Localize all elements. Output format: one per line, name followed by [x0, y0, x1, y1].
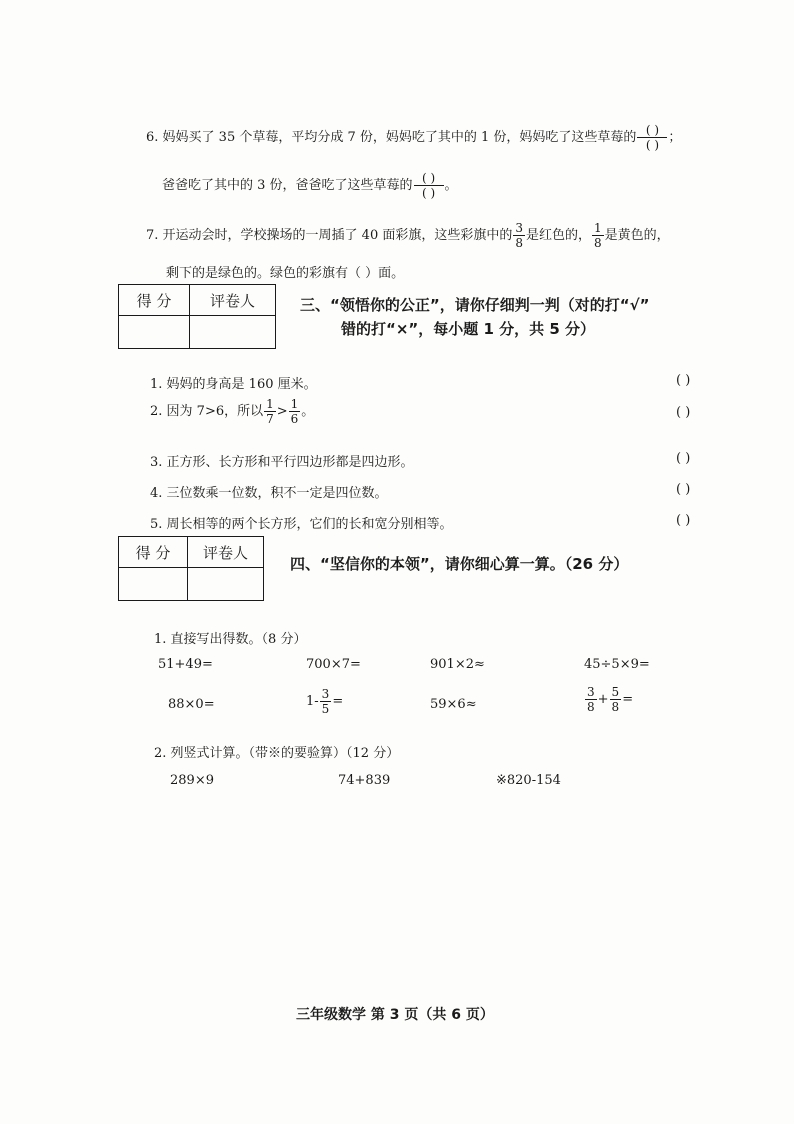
- answer-paren-5[interactable]: ( ): [676, 513, 691, 528]
- calc-3: 901×2≈: [430, 657, 485, 672]
- fraction: $\frac{3}{8}$: [587, 685, 595, 714]
- grader-label: 评卷人: [190, 285, 276, 316]
- fraction: $\frac{1}{6}$: [290, 397, 299, 426]
- answer-paren-4[interactable]: ( ): [676, 482, 691, 497]
- fraction: $\frac{3}{5}$: [321, 687, 330, 716]
- answer-paren-3[interactable]: ( ): [676, 451, 691, 466]
- judge-item-2: 2. 因为 7>6，所以 $\frac{1}{7}$ > $\frac{1}{6}$ 。: [150, 397, 315, 426]
- score-box: [118, 284, 276, 349]
- q6-line2: 爸爸吃了其中的 3 份，爸爸吃了这些草莓的 $\frac{( )}{( )}$ 。: [162, 171, 458, 200]
- page-footer: 三年级数学 第 3 页（共 6 页）: [296, 1007, 494, 1023]
- calc-5: 88×0=: [168, 697, 215, 712]
- grader-cell[interactable]: [188, 568, 264, 601]
- section3-title-line2: 错的打“×”，每小题 1 分，共 5 分）: [341, 320, 596, 338]
- answer-paren-2[interactable]: ( ): [676, 405, 691, 420]
- q7-line1: 7. 开运动会时，学校操场的一周插了 40 面彩旗，这些彩旗中的 $\frac{3}{8}$ 是红色的， $\frac{1}{8}$ 是黄色的，: [146, 221, 670, 250]
- judge-item-4: 4. 三位数乘一位数，积不一定是四位数。: [150, 486, 388, 501]
- calc-2: 700×7=: [306, 657, 361, 672]
- fraction: $\frac{5}{8}$: [611, 685, 620, 714]
- calc-7: 59×6≈: [430, 697, 477, 712]
- calc-8: $\frac{3}{8}$ + $\frac{5}{8}$ =: [587, 685, 634, 714]
- grader-cell[interactable]: [190, 316, 276, 349]
- fraction: $\frac{1}{8}$: [594, 221, 602, 250]
- score-label: 得 分: [119, 285, 190, 316]
- section4-sub1: 1. 直接写出得数。（8 分）: [154, 632, 307, 647]
- judge-item-5: 5. 周长相等的两个长方形，它们的长和宽分别相等。: [150, 517, 453, 532]
- answer-blank-fraction[interactable]: $\frac{( )}{( )}$: [414, 172, 444, 199]
- section4-sub2: 2. 列竖式计算。（带※的要验算）（12 分）: [154, 746, 400, 761]
- q7-line2: 剩下的是绿色的。绿色的彩旗有（ ）面。: [166, 266, 405, 281]
- judge-item-3: 3. 正方形、长方形和平行四边形都是四边形。: [150, 455, 414, 470]
- fraction: $\frac{3}{8}$: [515, 221, 523, 250]
- calc-1: 51+49=: [158, 657, 213, 672]
- calc-6: 1- $\frac{3}{5}$ =: [306, 687, 344, 716]
- calc-4: 45÷5×9=: [584, 657, 650, 672]
- vertical-calc-2: 74+839: [338, 773, 391, 788]
- answer-paren-1[interactable]: ( ): [676, 373, 691, 388]
- section3-title-line1: 三、“领悟你的公正”，请你仔细判一判（对的打“√”: [300, 296, 650, 314]
- fraction: $\frac{1}{7}$: [266, 397, 274, 426]
- vertical-calc-3: ※820-154: [496, 773, 561, 788]
- score-cell[interactable]: [119, 568, 188, 601]
- answer-blank-fraction[interactable]: $\frac{( )}{( )}$: [637, 124, 667, 151]
- score-label: 得 分: [119, 537, 188, 568]
- judge-item-1: 1. 妈妈的身高是 160 厘米。: [150, 377, 317, 392]
- vertical-calc-1: 289×9: [170, 773, 214, 788]
- score-cell[interactable]: [119, 316, 190, 349]
- section4-title: 四、“坚信你的本领”，请你细心算一算。（26 分）: [290, 555, 629, 573]
- grader-label: 评卷人: [188, 537, 264, 568]
- q6-line1: 6. 妈妈买了 35 个草莓，平均分成 7 份，妈妈吃了其中的 1 份，妈妈吃了这些草莓的 $\frac{( )}{( )}$ ；: [146, 123, 682, 152]
- score-box: [118, 536, 264, 601]
